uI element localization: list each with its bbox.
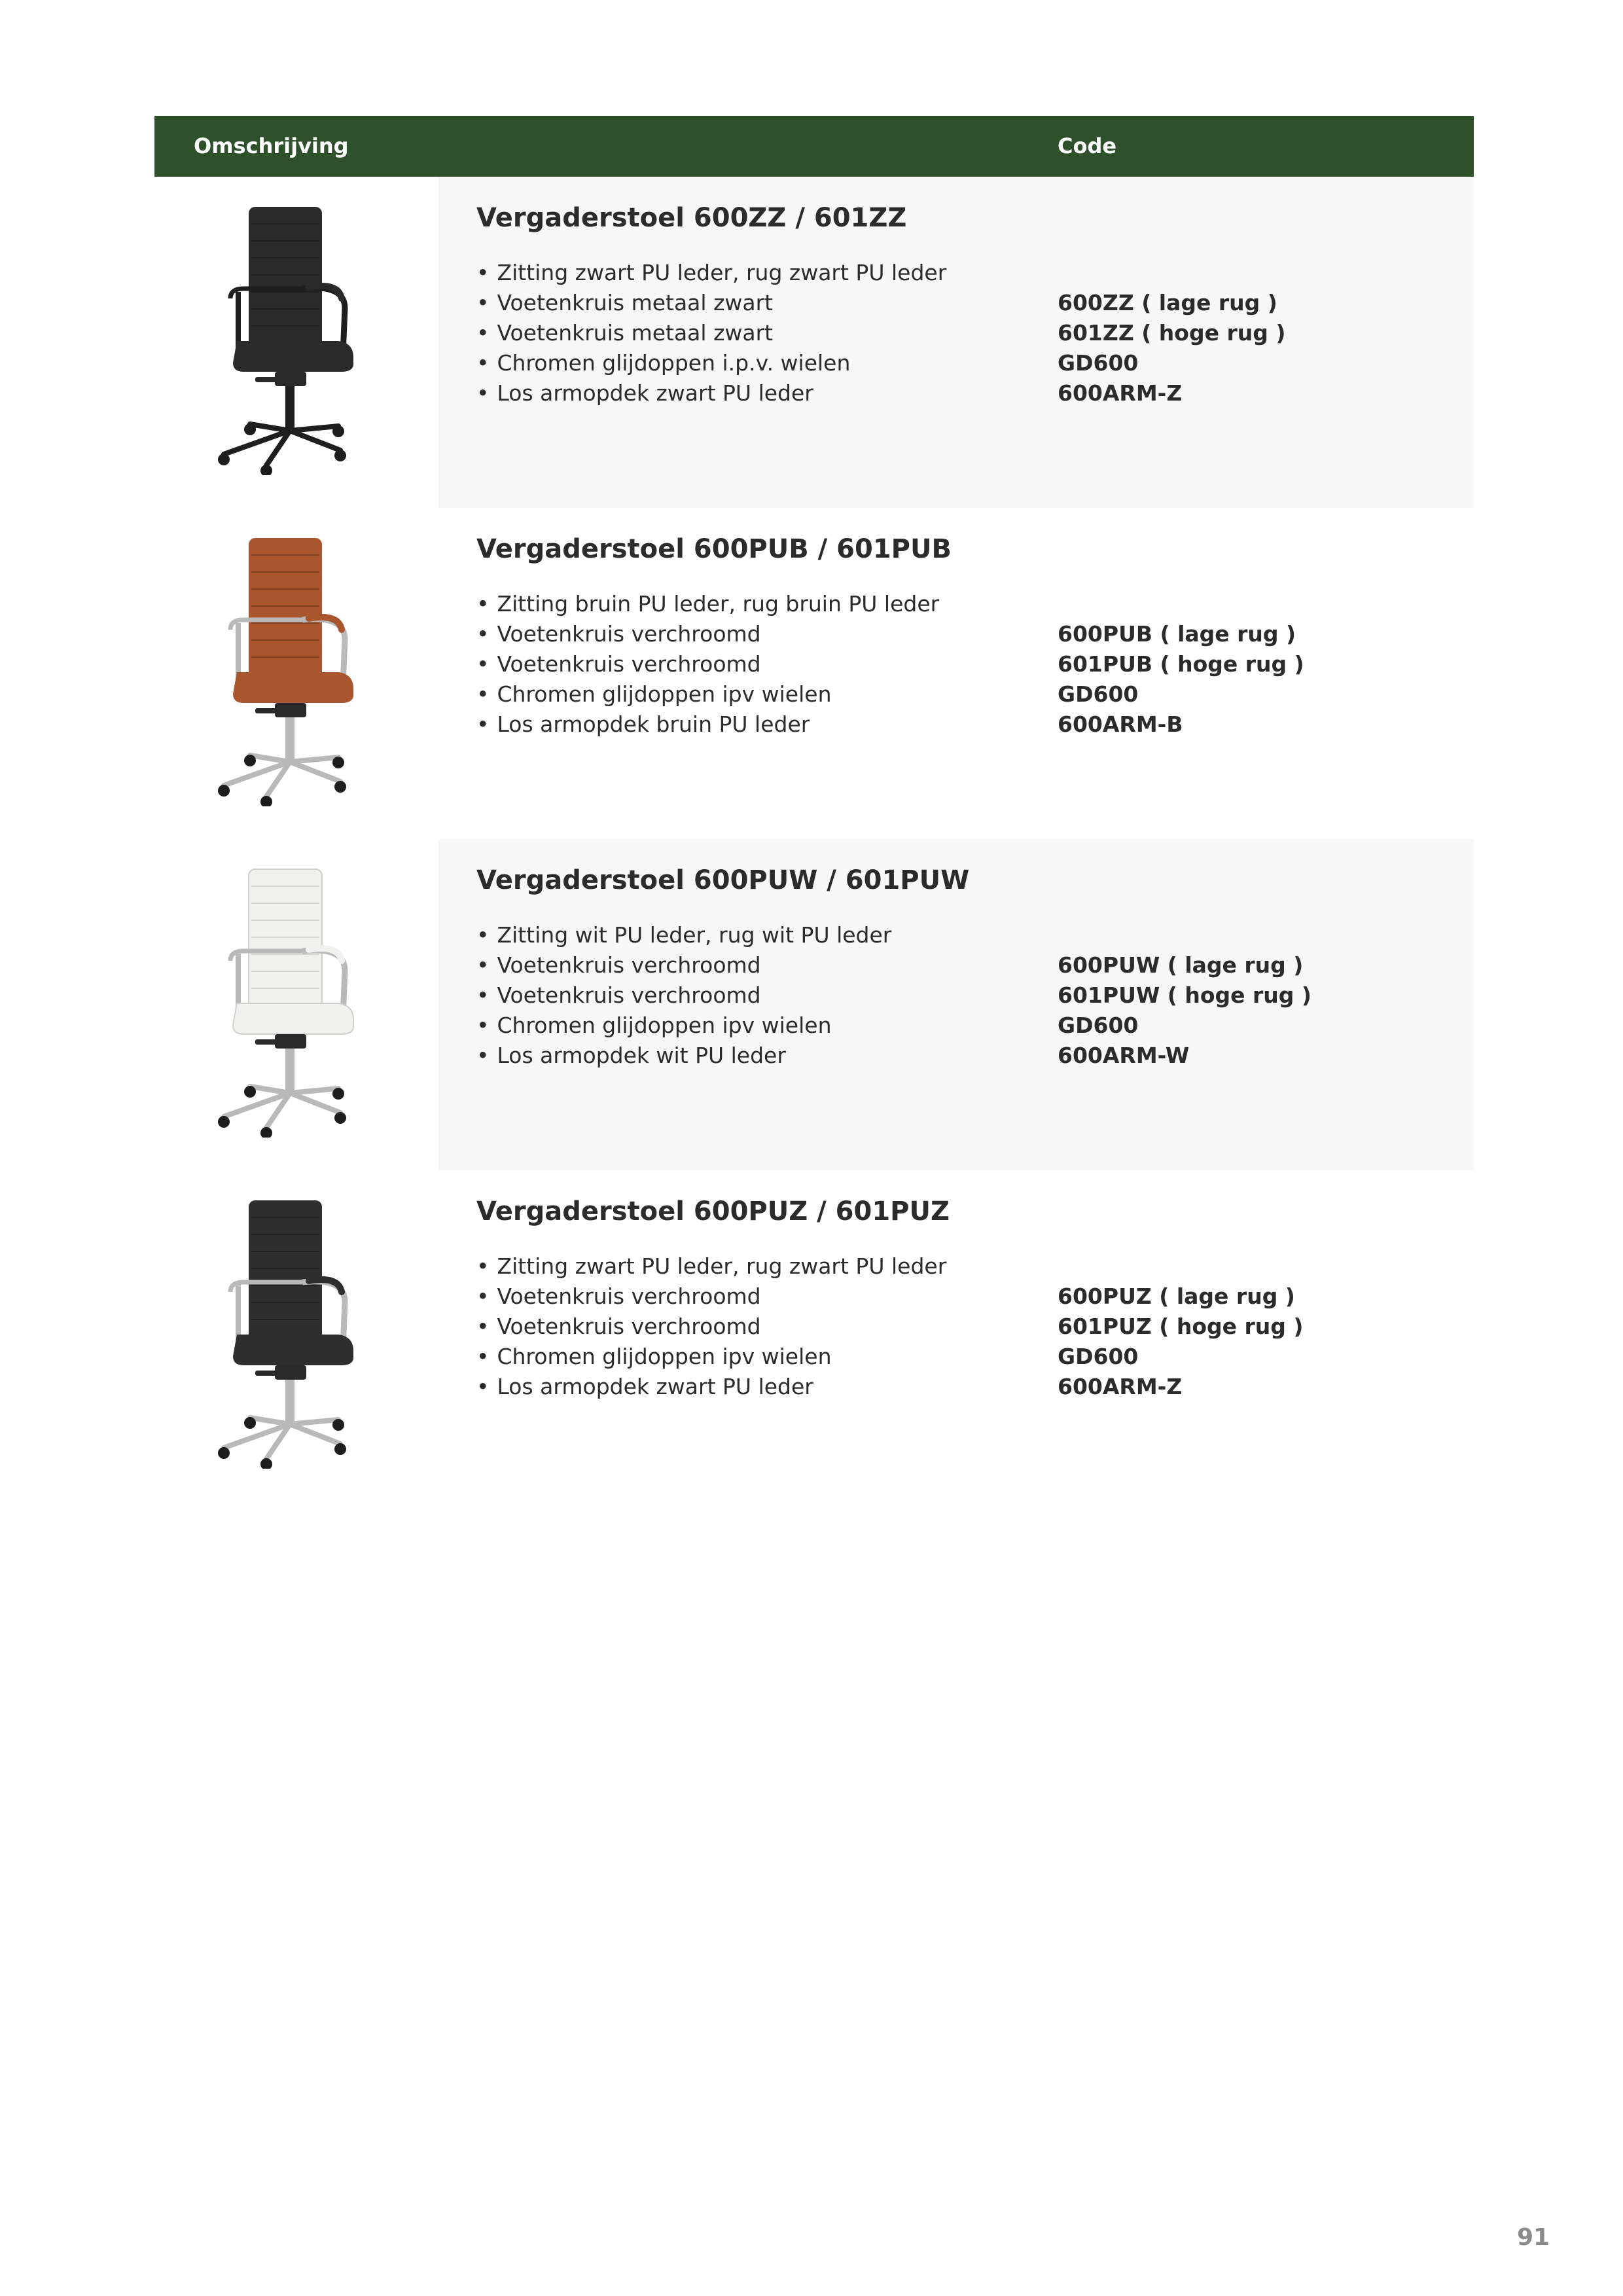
product-code: 600ARM-Z — [1058, 380, 1183, 406]
spec-item: • Los armopdek bruin PU leder — [476, 709, 939, 740]
product-code: 601PUZ ( hoge rug ) — [1058, 1314, 1304, 1339]
header-description: Omschrijving — [194, 134, 349, 158]
spec-item: • Los armopdek zwart PU leder — [476, 378, 946, 408]
code-list — [1058, 1282, 1303, 1402]
spec-item: • Voetenkruis metaal zwart — [476, 318, 946, 348]
product-code: GD600 — [1058, 1344, 1139, 1369]
spec-item: • Zitting zwart PU leder, rug zwart PU leder — [476, 1251, 946, 1282]
spec-item: • Chromen glijdoppen ipv wielen — [476, 1011, 891, 1041]
spec-item: • Chromen glijdoppen i.p.v. wielen — [476, 348, 946, 378]
product-title: Vergaderstoel 600ZZ / 601ZZ — [476, 203, 907, 233]
product-code: GD600 — [1058, 1013, 1139, 1038]
spec-list — [476, 258, 946, 408]
product-code: 601PUW ( hoge rug ) — [1058, 982, 1311, 1008]
spec-item: • Voetenkruis verchroomd — [476, 980, 891, 1011]
product-title: Vergaderstoel 600PUB / 601PUB — [476, 534, 952, 564]
spec-item: • Voetenkruis verchroomd — [476, 619, 939, 649]
code-list — [1058, 288, 1285, 408]
code-list — [1058, 950, 1311, 1071]
product-title: Vergaderstoel 600PUW / 601PUW — [476, 865, 970, 895]
product-code: 601ZZ ( hoge rug ) — [1058, 320, 1286, 346]
spec-list — [476, 1251, 946, 1402]
spec-item: • Voetenkruis verchroomd — [476, 1282, 946, 1312]
page-number: 91 — [1517, 2224, 1550, 2251]
product-row — [154, 177, 1474, 508]
spec-item: • Zitting wit PU leder, rug wit PU leder — [476, 920, 891, 950]
product-code: 600ARM-W — [1058, 1043, 1190, 1068]
product-title: Vergaderstoel 600PUZ / 601PUZ — [476, 1196, 950, 1227]
chair-image — [204, 531, 361, 806]
spec-item: • Voetenkruis verchroomd — [476, 950, 891, 980]
product-row — [154, 839, 1474, 1170]
spec-item: • Zitting zwart PU leder, rug zwart PU leder — [476, 258, 946, 288]
spec-item: • Chromen glijdoppen ipv wielen — [476, 1342, 946, 1372]
code-list — [1058, 619, 1304, 740]
table-header — [154, 116, 1474, 177]
product-code: 600PUB ( lage rug ) — [1058, 621, 1296, 647]
spec-item: • Voetenkruis verchroomd — [476, 649, 939, 679]
spec-item: • Voetenkruis verchroomd — [476, 1312, 946, 1342]
product-code: GD600 — [1058, 681, 1139, 707]
chair-image — [204, 200, 361, 475]
spec-item: • Los armopdek zwart PU leder — [476, 1372, 946, 1402]
spec-list — [476, 920, 891, 1071]
chair-image — [204, 863, 361, 1138]
chair-image — [204, 1194, 361, 1469]
spec-item: • Chromen glijdoppen ipv wielen — [476, 679, 939, 709]
spec-item: • Los armopdek wit PU leder — [476, 1041, 891, 1071]
product-code: 600ARM-B — [1058, 711, 1183, 737]
product-code: 600PUZ ( lage rug ) — [1058, 1283, 1295, 1309]
product-code: 600ZZ ( lage rug ) — [1058, 290, 1277, 315]
header-code: Code — [1058, 134, 1117, 158]
product-code: GD600 — [1058, 350, 1139, 376]
spec-item: • Zitting bruin PU leder, rug bruin PU leder — [476, 589, 939, 619]
product-row — [154, 508, 1474, 839]
spec-list — [476, 589, 939, 740]
product-code: 601PUB ( hoge rug ) — [1058, 651, 1304, 677]
product-code: 600PUW ( lage rug ) — [1058, 952, 1304, 978]
product-code: 600ARM-Z — [1058, 1374, 1183, 1399]
spec-item: • Voetenkruis metaal zwart — [476, 288, 946, 318]
product-row — [154, 1170, 1474, 1501]
